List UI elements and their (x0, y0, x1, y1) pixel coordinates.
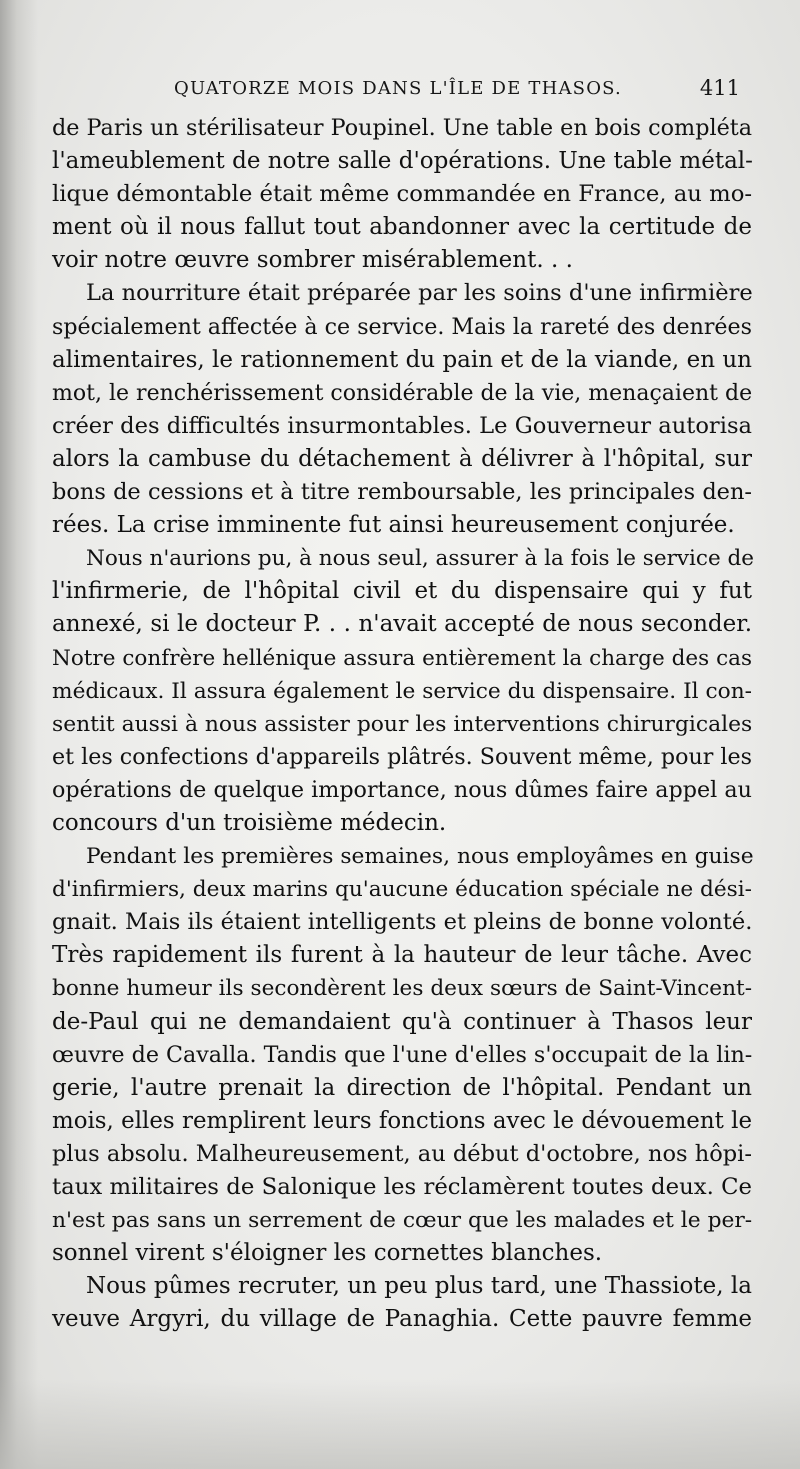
text-line: gnait. Mais ils étaient intelligents et pleins de bonne volonté. (52, 909, 753, 936)
page-number: 411 (699, 76, 740, 100)
text-line: de Paris un stérilisateur Poupinel. Une table en bois compléta (52, 115, 753, 141)
text-line: l'infirmerie, de l'hôpital civil et du dispensaire qui y fut (52, 578, 752, 605)
text-line: annexé, si le docteur P. . . n'avait accepté de nous seconder. (52, 611, 752, 638)
text-line: voir notre œuvre sombrer misérablement. . . (52, 247, 573, 274)
text-line: veuve Argyri, du village de Panaghia. Cette pauvre femme (52, 1306, 752, 1333)
text-line: alors la cambuse du détachement à délivrer à l'hôpital, sur (52, 445, 752, 472)
text-line: Nous n'aurions pu, à nous seul, assurer à la fois le service de (86, 546, 755, 572)
text-line: d'infirmiers, deux marins qu'aucune éducation spéciale ne dési- (52, 877, 752, 903)
text-line: Très rapidement ils furent à la hauteur de leur tâche. Avec (52, 942, 752, 969)
text-line: alimentaires, le rationnement du pain et de la viande, en un (52, 346, 752, 373)
text-line: La nourriture était préparée par les soins d'une infirmière (86, 280, 753, 307)
text-line: bons de cessions et à titre remboursable, les principales den- (52, 479, 752, 506)
text-line: sonnel virent s'éloigner les cornettes blanches. (52, 1240, 603, 1267)
text-line: créer des difficultés insurmontables. Le Gouverneur autorisa (52, 412, 752, 439)
page-gutter-shadow (0, 0, 38, 1469)
page-header (174, 72, 740, 112)
running-title: QUATORZE MOIS DANS L'ÎLE DE THASOS. (174, 78, 622, 99)
text-line: spécialement affectée à ce service. Mais la rareté des denrées (52, 313, 752, 340)
text-line: taux militaires de Salonique les réclamèrent toutes deux. Ce (52, 1174, 752, 1200)
text-line: de-Paul qui ne demandaient qu'à continuer à Thasos leur (52, 1008, 752, 1035)
text-line: opérations de quelque importance, nous dûmes faire appel au (52, 776, 752, 803)
text-line: mois, elles remplirent leurs fonctions avec le dévouement le (52, 1107, 752, 1134)
text-line: gerie, l'autre prenait la direction de l'hôpital. Pendant un (52, 1074, 752, 1101)
text-line: rées. La crise imminente fut ainsi heureusement conjurée. (52, 512, 735, 539)
text-line: et les confections d'appareils plâtrés. Souvent même, pour les (52, 743, 752, 770)
text-line: mot, le renchérissement considérable de la vie, menaçaient de (52, 380, 753, 406)
text-line: n'est pas sans un serrement de cœur que les malades et le per- (52, 1208, 753, 1234)
text-line: Nous pûmes recruter, un peu plus tard, une Thassiote, la (86, 1273, 752, 1300)
text-line: plus absolu. Malheureusement, au début d'octobre, nos hôpi- (52, 1140, 752, 1167)
text-line: bonne humeur ils secondèrent les deux sœurs de Saint-Vincent- (52, 976, 752, 1002)
page-bottom-shadow (0, 1379, 800, 1469)
body-text (52, 112, 755, 1336)
text-line: sentit aussi à nous assister pour les interventions chirurgicales (52, 711, 753, 737)
text-line: médicaux. Il assura également le service du dispensaire. Il con- (52, 678, 752, 704)
text-line: concours d'un troisième médecin. (52, 809, 447, 836)
text-line: Pendant les premières semaines, nous employâmes en guise (86, 844, 754, 870)
text-line: lique démontable était même commandée en France, au mo- (52, 181, 753, 208)
text-line: ment où il nous fallut tout abandonner avec la certitude de (52, 214, 752, 241)
text-line: œuvre de Cavalla. Tandis que l'une d'elles s'occupait de la lin- (52, 1041, 753, 1068)
text-line: Notre confrère hellénique assura entièrement la charge des cas (52, 645, 752, 671)
text-line: l'ameublement de notre salle d'opérations. Une table métal- (52, 148, 753, 175)
